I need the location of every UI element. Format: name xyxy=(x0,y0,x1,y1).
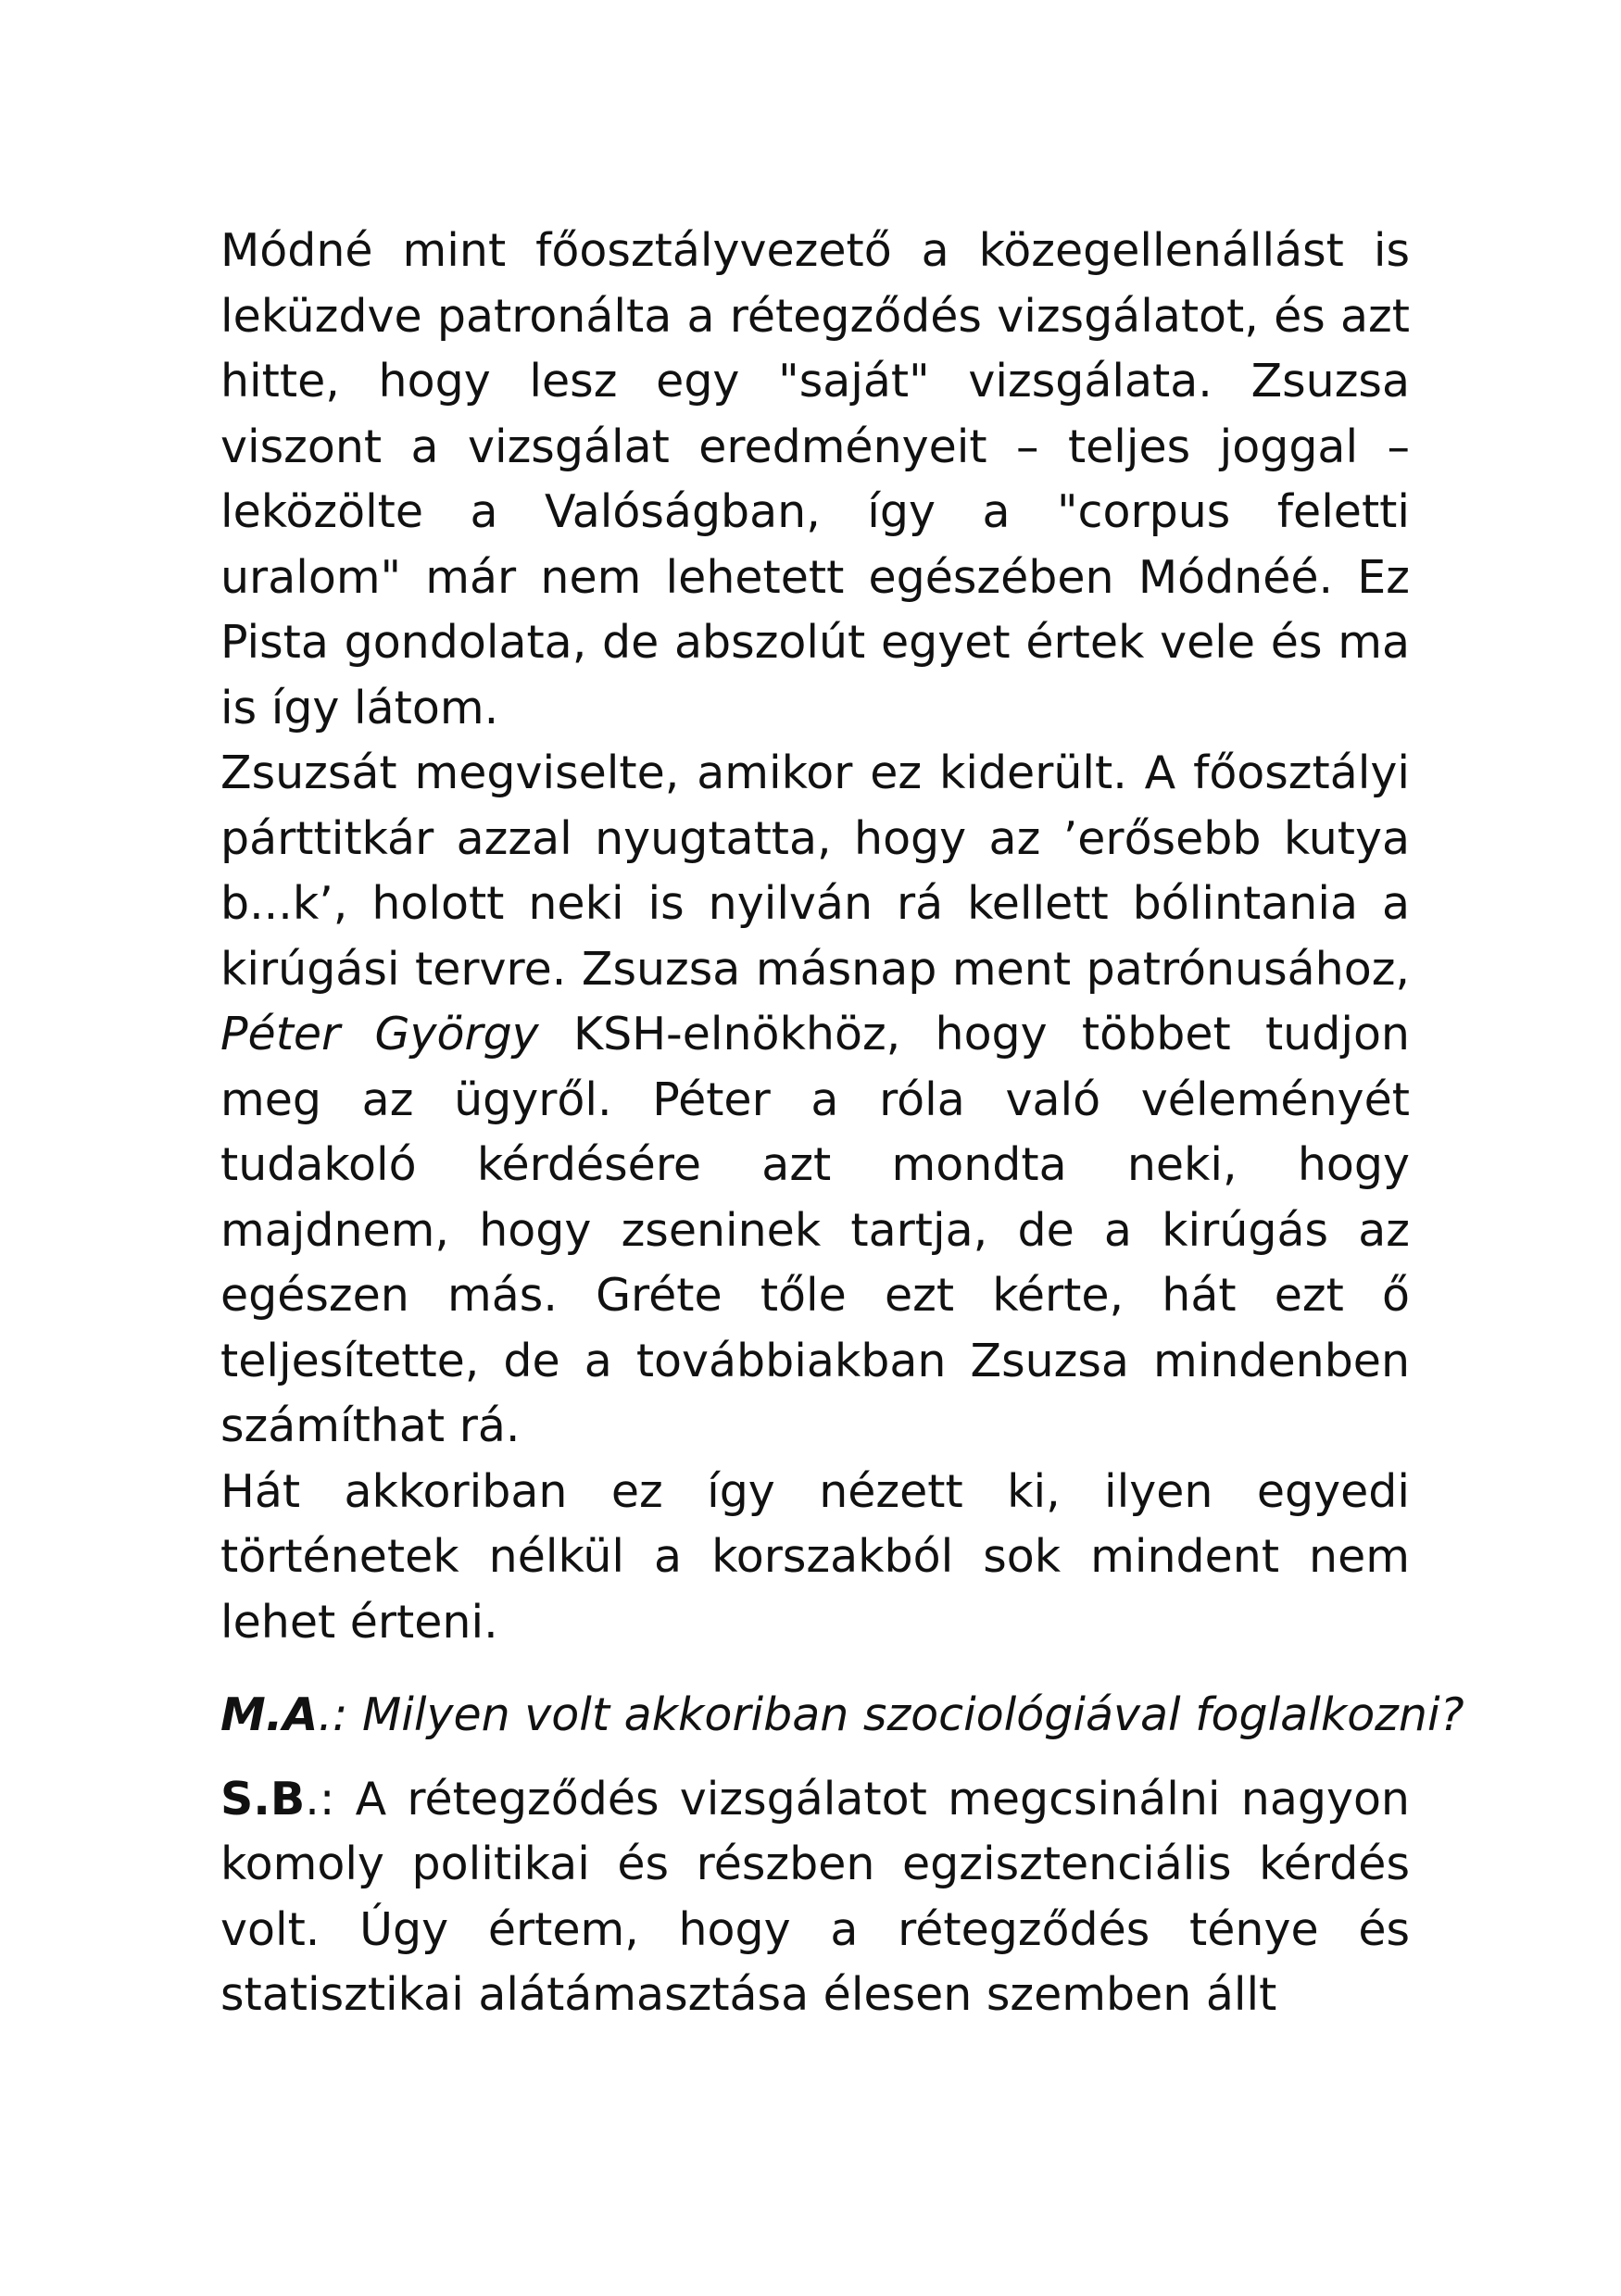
interview-question xyxy=(220,1683,1464,1749)
answer-text: A rétegződés vizsgálatot megcsinálni nagyon komoly politikai és részben egzisztenciális kérdés volt. Úgy értem, hogy a rétegződés ténye és statisztikai alátámasztása élesen szemben állt xyxy=(220,1772,1410,2021)
person-name-emphasis: Péter György xyxy=(220,1008,539,1060)
body-paragraph-2 xyxy=(220,741,1410,1460)
paragraph-2-text-start: Zsuzsát megviselte, amikor ez kiderült. A főosztályi párttitkár azzal nyugtatta, hogy az ’erősebb kutya b...k’, holott neki is nyilván rá kellett bólintania a kirúgási tervre. Zsuzsa másnap ment patrónusához, xyxy=(220,747,1410,996)
body-paragraph-3: Hát akkoriban ez így nézett ki, ilyen egyedi történetek nélkül a korszakból sok mindent nem lehet érteni. xyxy=(220,1464,1410,1649)
interview-answer xyxy=(220,1767,1410,2028)
question-text: Milyen volt akkoriban szociológiával foglalkozni? xyxy=(361,1688,1464,1741)
question-speaker: M.A xyxy=(220,1688,319,1741)
document-page xyxy=(220,219,1464,2028)
body-paragraph-1: Módné mint főosztályvezető a közegellenállást is leküzdve patronálta a rétegződés vizsgálatot, és azt hitte, hogy lesz egy "saját" vizsgálata. Zsuzsa viszont a vizsgálat eredményeit – teljes joggal – leközölte a Valóságban, így a "corpus feletti uralom" már nem lehetett egészében Módnéé. Ez Pista gondolata, de abszolút egyet értek vele és ma is így látom. xyxy=(220,224,1410,734)
question-separator: .: xyxy=(318,1688,362,1741)
answer-speaker: S.B xyxy=(220,1772,306,1826)
answer-separator: .: xyxy=(305,1772,356,1826)
paragraph-2-text-end: KSH-elnökhöz, hogy többet tudjon meg az ügyről. Péter a róla való véleményét tudakoló kérdésére azt mondta neki, hogy majdnem, hogy zseninek tartja, de a kirúgás az egészen más. Gréte tőle ezt kérte, hát ezt ő teljesítette, de a továbbiakban Zsuzsa mindenben számíthat rá. xyxy=(220,1008,1410,1452)
